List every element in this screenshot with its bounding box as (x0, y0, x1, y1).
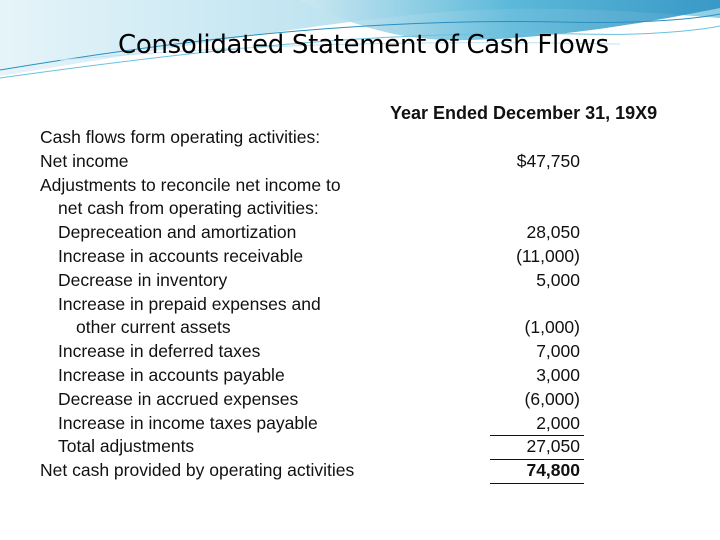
row-label: net cash from operating activities: (58, 198, 319, 219)
table-row (0, 245, 720, 269)
table-row-total (0, 459, 720, 483)
table-row (0, 316, 720, 340)
row-label: Increase in income taxes payable (58, 412, 318, 433)
row-amount: 3,000 (536, 364, 580, 385)
row-label: Increase in prepaid expenses and (58, 293, 321, 314)
row-amount: 2,000 (536, 412, 580, 433)
table-row (0, 364, 720, 388)
row-label: Decrease in accrued expenses (58, 388, 299, 409)
cash-flow-table (0, 126, 720, 483)
table-row-subtotal (0, 435, 720, 459)
row-label: Net cash provided by operating activities (40, 460, 355, 481)
row-amount: 5,000 (536, 269, 580, 290)
table-row (0, 293, 720, 317)
row-label: other current assets (76, 317, 231, 338)
row-label: Total adjustments (58, 436, 195, 457)
row-label: Cash flows form operating activities: (40, 127, 321, 147)
column-header: Year Ended December 31, 19X9 (390, 103, 658, 123)
row-amount: $47,750 (516, 150, 580, 171)
row-label: Decrease in inventory (58, 269, 228, 290)
table-row (0, 269, 720, 293)
table-row (0, 221, 720, 245)
row-amount: (11,000) (516, 245, 580, 266)
row-label: Increase in deferred taxes (58, 341, 261, 362)
table-row (0, 174, 720, 198)
table-row (0, 126, 720, 150)
row-amount: 7,000 (536, 341, 580, 362)
total-rule-bottom (490, 483, 584, 484)
row-label: Increase in accounts payable (58, 364, 285, 385)
row-label: Net income (40, 150, 129, 171)
table-row (0, 150, 720, 174)
slide-title: Consolidated Statement of Cash Flows (118, 30, 609, 60)
row-label: Adjustments to reconcile net income to (40, 174, 341, 195)
row-amount: (1,000) (524, 317, 580, 338)
row-amount: 27,050 (526, 436, 580, 457)
row-label: Depreceation and amortization (58, 222, 297, 243)
table-row (0, 412, 720, 436)
table-row (0, 388, 720, 412)
row-amount-total: 74,800 (526, 460, 580, 481)
row-amount: 28,050 (526, 222, 580, 243)
row-label: Increase in accounts receivable (58, 245, 304, 266)
row-amount: (6,000) (524, 388, 580, 409)
table-row (0, 197, 720, 221)
table-row (0, 340, 720, 364)
